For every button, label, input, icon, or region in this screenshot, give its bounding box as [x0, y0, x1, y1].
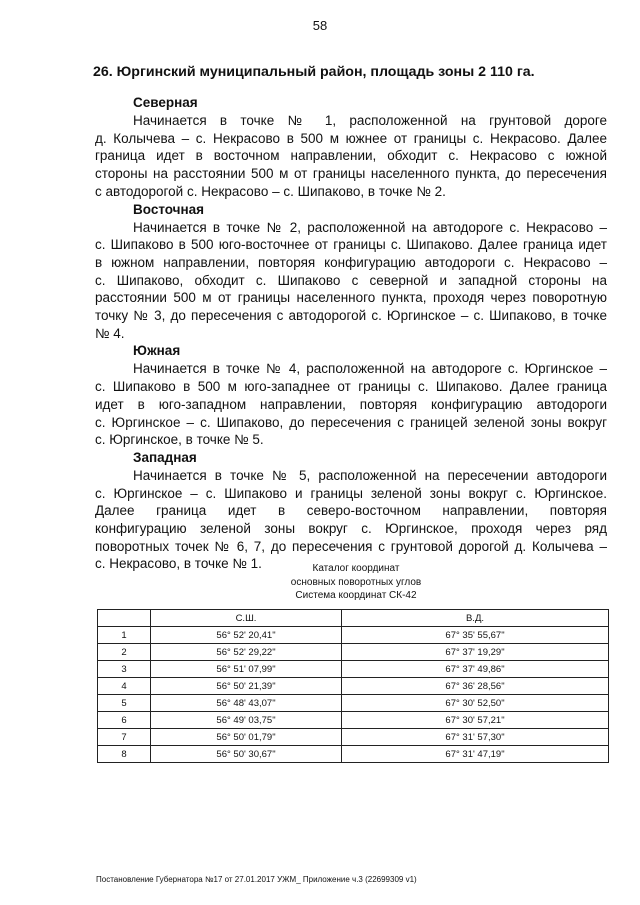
header-index [98, 610, 151, 627]
longitude-cell: 67° 35' 55,67" [342, 627, 609, 644]
section-paragraph [95, 467, 607, 573]
table-row [98, 678, 609, 695]
text-line: Начинается в точке № 1, расположенной на грунтовой дороге [133, 113, 607, 128]
text-line: Начинается в точке № 5, расположенной на пересечении автодороги [133, 467, 607, 483]
text-line: расстоянии 500 м от границы населенного пункта, проходя через поворотную [95, 290, 607, 306]
table-row [98, 661, 609, 678]
point-number: 8 [98, 746, 151, 763]
catalog-title-line: Система координат СК-42 [295, 590, 417, 601]
point-number: 3 [98, 661, 151, 678]
section-paragraph [95, 360, 607, 449]
table-row [98, 644, 609, 661]
section-title: Южная [133, 343, 181, 359]
latitude-cell: 56° 48' 43,07" [151, 695, 342, 712]
section-west [95, 449, 607, 573]
page-number: 58 [312, 18, 328, 33]
longitude-cell: 67° 31' 57,30" [342, 729, 609, 746]
text-line: Начинается в точке № 4, расположенной на автодороге с. Юргинское – [133, 361, 607, 377]
text-line: стороны на расстоянии 500 м от границы населенного пункта, до пересечения [95, 166, 607, 182]
text-line: с. Некрасово, в точке № 1. [95, 556, 262, 572]
point-number: 4 [98, 678, 151, 695]
text-line: д. Колычева – с. Некрасово в 500 м южнее от границы с. Некрасово. Далее [95, 130, 607, 146]
header-longitude: В.Д. [342, 610, 609, 627]
text-line: в южном направлении, повторяя конфигурацию автодороги с. Некрасово – [95, 254, 607, 270]
document-footer: Постановление Губернатора №17 от 27.01.2017 УЖМ_ Приложение ч.3 (22699309 v1) [96, 875, 417, 884]
text-line: с. Юргинское, в точке № 5. [95, 432, 264, 448]
catalog-title-line: основных поворотных углов [290, 576, 422, 588]
table-row [98, 695, 609, 712]
point-number: 6 [98, 712, 151, 729]
text-line: точку № 3, до пересечения с автодорогой с. Юргинское – с. Шипаково, в точке [95, 308, 607, 324]
point-number: 7 [98, 729, 151, 746]
text-line: с. Шипаково в 500 юго-восточнее от границы с. Шипаково. Далее граница идет [95, 237, 607, 253]
section-title: Восточная [133, 201, 205, 217]
longitude-cell: 67° 30' 52,50" [342, 695, 609, 712]
longitude-cell: 67° 37' 19,29" [342, 644, 609, 661]
section-title: Северная [133, 95, 198, 110]
text-line: с. Юргинское – с. Шипаково и границы зеленой зоны вокруг с. Юргинское. [95, 485, 607, 501]
point-number: 1 [98, 627, 151, 644]
text-line: № 4. [95, 325, 125, 341]
section-south [95, 342, 607, 449]
latitude-cell: 56° 49' 03,75" [151, 712, 342, 729]
table-row [98, 746, 609, 763]
text-line: с. Шипаково, обходит с. Шипаково с северной и западной стороны на [95, 272, 607, 288]
section-title: Западная [133, 449, 197, 465]
section-paragraph [95, 112, 607, 201]
header-latitude: С.Ш. [151, 610, 342, 627]
text-line: поворотных точек № 6, 7, до пересечения с грунтовой дорогой д. Колычева – [95, 538, 607, 554]
longitude-cell: 67° 31' 47,19" [342, 746, 609, 763]
latitude-cell: 56° 52' 29,22" [151, 644, 342, 661]
latitude-cell: 56° 50' 21,39" [151, 678, 342, 695]
table-row [98, 729, 609, 746]
section-east [95, 201, 607, 343]
table-header-row [98, 610, 609, 627]
text-line: идет в юго-западном направлении, повторяя конфигурацию автодороги [95, 396, 607, 412]
text-line: с. Юргинское – с. Шипаково, до пересечения с границей зеленой зоны вокруг [95, 414, 607, 430]
text-line: Начинается в точке № 2, расположенной на автодороге с. Некрасово – [133, 219, 607, 235]
longitude-cell: 67° 36' 28,56" [342, 678, 609, 695]
point-number: 5 [98, 695, 151, 712]
text-line: граница идет в восточном направлении, обходит с. Некрасово с южной [95, 148, 607, 164]
longitude-cell: 67° 30' 57,21" [342, 712, 609, 729]
longitude-cell: 67° 37' 49,86" [342, 661, 609, 678]
latitude-cell: 56° 52' 20,41" [151, 627, 342, 644]
latitude-cell: 56° 50' 30,67" [151, 746, 342, 763]
text-line: с. Шипаково в 500 м юго-западнее от границы с. Шипаково. Далее граница [95, 379, 607, 395]
document-heading: 26. Юргинский муниципальный район, площадь зоны 2 110 га. [93, 64, 535, 80]
text-line: конфигурацию зеленой зоны вокруг с. Юргинское, проходя через ряд [95, 521, 607, 537]
catalog-title-line: Каталог координат [312, 563, 400, 574]
latitude-cell: 56° 51' 07,99" [151, 661, 342, 678]
text-line: Далее граница идет в северо-восточном направлении, повторяя [95, 503, 607, 519]
latitude-cell: 56° 50' 01,79" [151, 729, 342, 746]
section-north [95, 94, 607, 201]
point-number: 2 [98, 644, 151, 661]
coordinates-table [97, 609, 609, 763]
text-line: с автодорогой с. Некрасово – с. Шипаково, в точке № 2. [95, 183, 446, 199]
table-row [98, 627, 609, 644]
table-row [98, 712, 609, 729]
boundary-description [95, 94, 607, 573]
catalog-title [0, 562, 640, 603]
section-paragraph [95, 219, 607, 343]
